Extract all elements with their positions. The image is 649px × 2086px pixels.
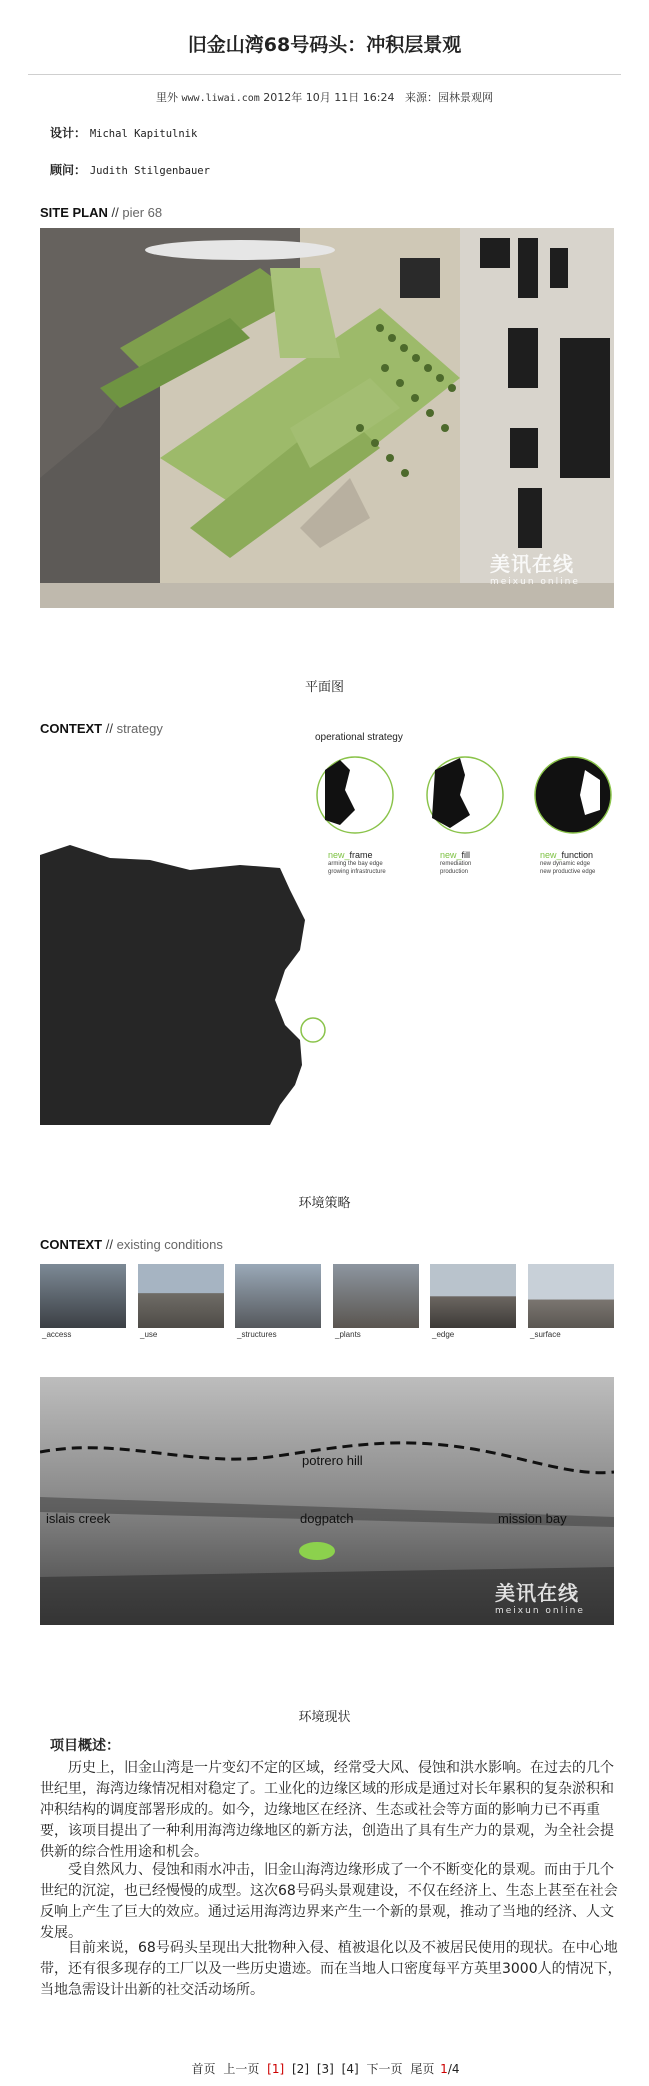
- site-plan-heading-main: SITE PLAN: [40, 205, 108, 220]
- aerial-image: [40, 1377, 614, 1625]
- strategy-image: [40, 740, 614, 1125]
- pager-current: 1: [440, 2062, 448, 2076]
- strategy-item-name: fill: [461, 850, 471, 860]
- new-prefix: new_: [540, 850, 562, 860]
- watermark-sub: meixun online: [490, 577, 580, 587]
- watermark-text: 美讯在线: [495, 1581, 579, 1605]
- thumb-label: _plants: [335, 1330, 361, 1339]
- article-meta: [0, 89, 649, 105]
- overview-paragraph-2: 受自然风力、侵蚀和雨水冲击，旧金山海湾边缘形成了一个不断变化的景观。而由于几个世纪的沉淀，也已经慢慢的成型。这次68号码头景观建设，不仅在经济上、生态上甚至在社会反响上产生了巨大的效应。通过运用海湾边界来产生一个新的景观，推动了当地的经济、人文发展。: [40, 1862, 618, 1941]
- existing-heading-main: CONTEXT: [40, 1237, 103, 1252]
- label-islais-creek: islais creek: [46, 1511, 111, 1526]
- site-plan-caption: 平面图: [304, 680, 344, 695]
- meta-source: 来源：园林景观网: [404, 91, 493, 104]
- thumb-label: _surface: [530, 1330, 561, 1339]
- thumb-label: _structures: [237, 1330, 277, 1339]
- watermark-text: 美讯在线: [490, 552, 574, 576]
- site-plan-heading-sep: //: [111, 205, 119, 220]
- pager-next[interactable]: 下一页: [366, 2062, 403, 2076]
- pager-position: [440, 2062, 459, 2076]
- new-prefix: new_: [440, 850, 462, 860]
- label-dogpatch: dogpatch: [300, 1511, 354, 1526]
- strategy-item-fill: [440, 850, 471, 876]
- designer-credit: [50, 124, 197, 141]
- designer-label: 设计：: [50, 126, 87, 140]
- existing-caption: 环境现状: [298, 1710, 351, 1725]
- site-plan-image: [40, 228, 614, 608]
- meta-date: 2012年 10月 11日 16:24: [263, 91, 395, 104]
- pagination: [0, 2060, 649, 2077]
- pager-last[interactable]: 尾页: [410, 2062, 435, 2076]
- aerial-watermark: [495, 1577, 585, 1616]
- strategy-drawing: [40, 740, 614, 1125]
- watermark-sub: meixun online: [493, 1104, 583, 1114]
- pager-page-3[interactable]: [3]: [316, 2062, 334, 2076]
- thumb-use: [138, 1264, 224, 1328]
- strategy-item-desc: new productive edge: [540, 869, 596, 875]
- pager-prev[interactable]: 上一页: [223, 2062, 260, 2076]
- strategy-item-desc: new dynamic edge: [540, 861, 591, 867]
- overview-paragraph-1: 历史上，旧金山湾是一片变幻不定的区域，经常受大风、侵蚀和洪水影响。在过去的几个世纪里，海湾边缘情况相对稳定了。工业化的边缘区域的形成是通过对长年累积的复杂淤积和冲积结构的调度部署形成的。如今，边缘地区在经济、生态或社会等方面的影响力已不再重要，该项目提出了一种利用海湾边缘地区的新方法，创造出了具有生产力的景观，为全社会提供新的综合性用途和机会。: [40, 1760, 614, 1860]
- site-plan-watermark: [490, 548, 580, 587]
- thumb-edge: [430, 1264, 516, 1328]
- thumb-label: _access: [42, 1330, 72, 1339]
- strategy-item-name: function: [561, 850, 594, 860]
- label-potrero-hill: potrero hill: [302, 1453, 363, 1468]
- title-divider: [28, 74, 621, 75]
- strategy-item-desc: arming the bay edge: [328, 861, 383, 867]
- existing-heading-sub: existing conditions: [116, 1237, 223, 1252]
- overview-title: 项目概述：: [50, 1738, 120, 1754]
- watermark-text: 美讯在线: [493, 1079, 577, 1103]
- site-plan-heading-sub: pier 68: [122, 205, 163, 220]
- strategy-watermark: [493, 1075, 583, 1114]
- thumb-label: _use: [140, 1330, 158, 1339]
- new-prefix: new_: [328, 850, 350, 860]
- advisor-name: Judith Stilgenbauer: [89, 165, 210, 177]
- thumb-structures: [235, 1264, 321, 1328]
- page-title: 旧金山湾68号码头：冲积层景观: [187, 34, 462, 56]
- strategy-item-desc: production: [440, 869, 469, 875]
- pager-total: /4: [447, 2062, 460, 2076]
- thumb-access: [40, 1264, 126, 1328]
- label-mission-bay: mission bay: [498, 1511, 567, 1526]
- pager-first[interactable]: 首页: [191, 2062, 216, 2076]
- thumb-surface: [528, 1264, 614, 1328]
- watermark-sub: meixun online: [495, 1606, 585, 1616]
- strategy-item-desc: growing infrastructure: [328, 869, 386, 875]
- advisor-credit: [50, 161, 210, 178]
- advisor-label: 顾问：: [50, 163, 87, 177]
- meta-site: 里外: [156, 91, 179, 104]
- strategy-heading-main: CONTEXT: [40, 721, 103, 736]
- existing-heading: [40, 1237, 223, 1252]
- pager-page-2[interactable]: [2]: [292, 2062, 309, 2076]
- meta-url[interactable]: www.liwai.com: [181, 93, 260, 104]
- overview-paragraph-3: 目前来说，68号码头呈现出大批物种入侵、植被退化以及不被居民使用的现状。在中心地带，还有很多现存的工厂以及一些历史遗迹。而在当地人口密度每平方英里3000人的情况下，当地急需设计出新的社交活动场所。: [40, 1940, 622, 1998]
- strategy-item-function: [540, 850, 595, 876]
- strategy-item-frame: [328, 850, 386, 876]
- thumb-label: _edge: [432, 1330, 455, 1339]
- strategy-heading-sep: //: [105, 721, 113, 736]
- designer-name: Michal Kapitulnik: [89, 128, 198, 140]
- strategy-heading: [40, 721, 163, 736]
- site-plan-heading: [40, 205, 162, 220]
- strategy-caption: 环境策略: [298, 1196, 351, 1211]
- operational-strategy-title: operational strategy: [315, 732, 403, 743]
- strategy-item-desc: remediation: [440, 861, 472, 867]
- pager-page-4[interactable]: [4]: [341, 2062, 359, 2076]
- pager-page-1[interactable]: [1]: [267, 2062, 285, 2076]
- thumb-plants: [333, 1264, 419, 1328]
- existing-heading-sep: //: [105, 1237, 113, 1252]
- strategy-item-name: frame: [349, 850, 373, 860]
- strategy-heading-sub: strategy: [116, 721, 163, 736]
